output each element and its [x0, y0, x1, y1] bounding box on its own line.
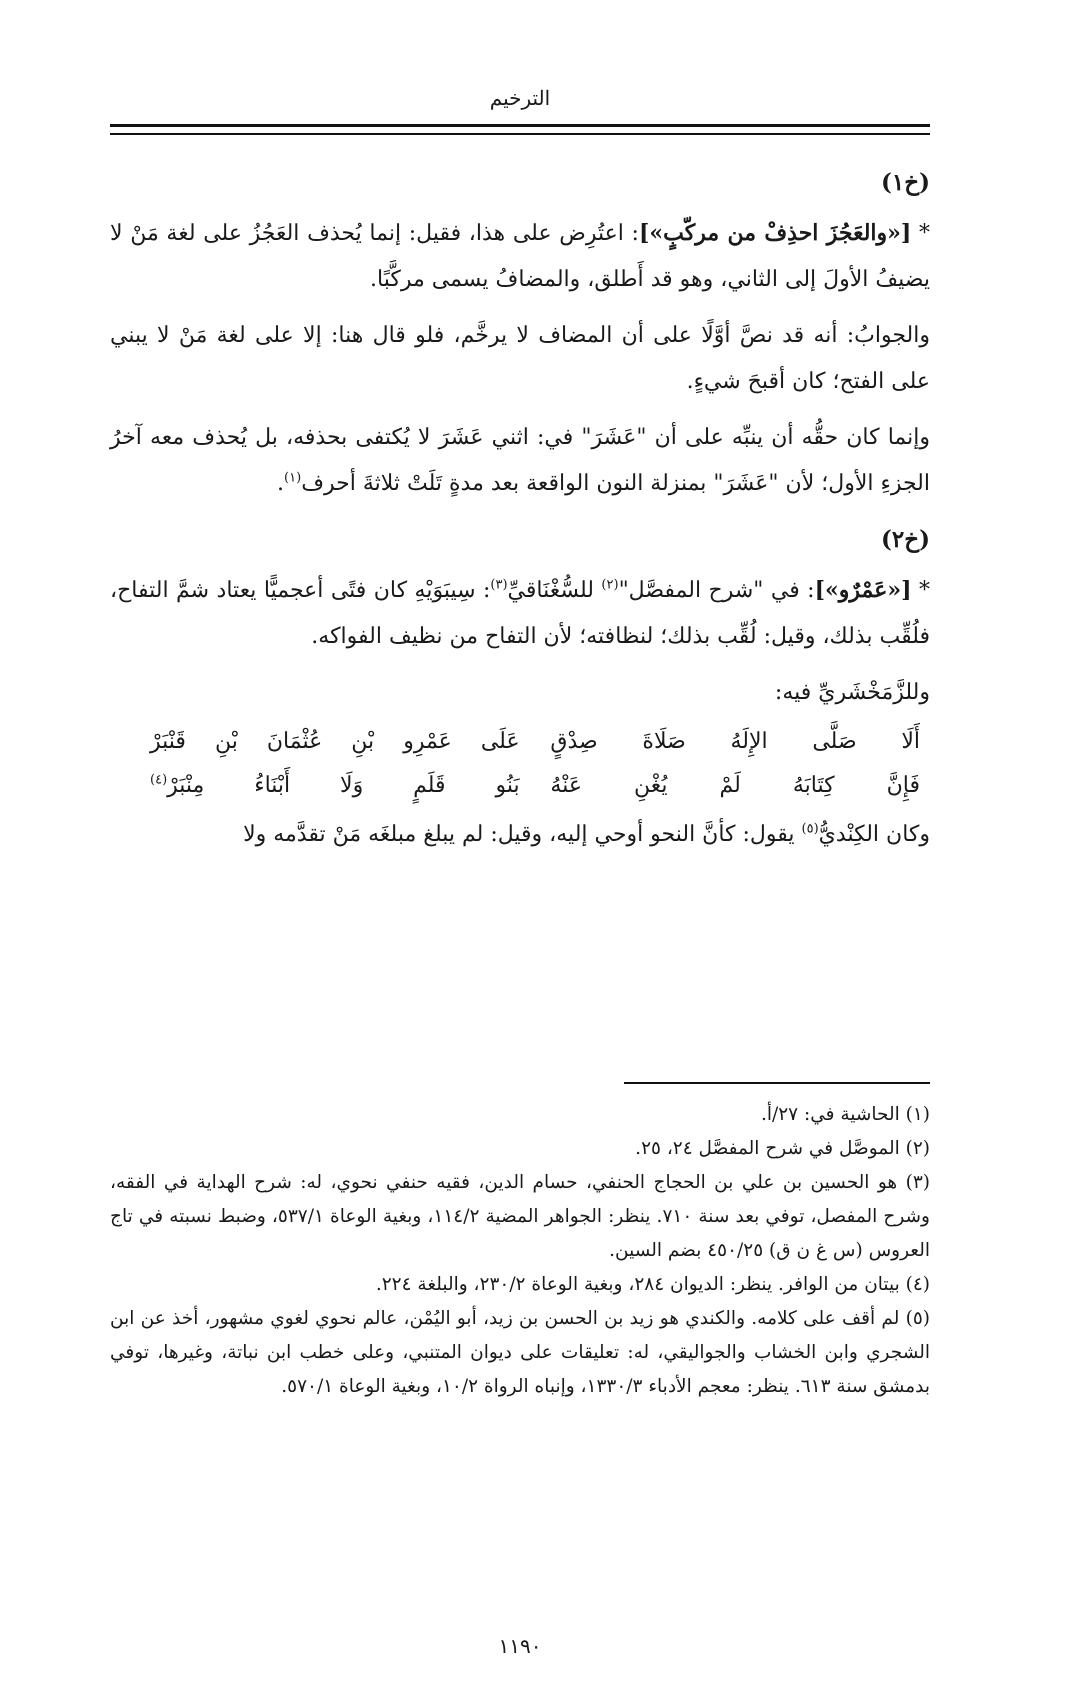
section-heading-2: (خ٢): [881, 526, 930, 553]
paragraph: [110, 812, 930, 858]
paragraph-text: للسُّغْنَاقيِّ: [507, 578, 602, 603]
header-rule-thin: [110, 133, 930, 135]
footnote-ref: (١): [284, 470, 302, 486]
footnote: (٢) الموصَّل في شرح المفصَّل ٢٤، ٢٥.: [635, 1138, 930, 1159]
header-rule-thick: [110, 124, 930, 127]
paragraph-text: وكان الكِنْديُّ: [818, 822, 930, 847]
paragraph-text: : اعتُرِض على هذا، فقيل: إنما يُحذف العَجُزُ على لغة مَنْ لا يضيفُ الأولَ إلى الثاني، وهو قد أَطلق، والمضافُ يسمى مركَّبًا.: [110, 221, 930, 292]
footnotes: [110, 1098, 930, 1404]
footnote-ref: (٥): [801, 821, 819, 837]
main-text: [110, 150, 930, 868]
paragraph-text: والجوابُ: أنه قد نصَّ أوَّلًا على أن المضاف لا يرخَّم، فلو قال هنا: إلا على لغة مَنْ لا يبني على الفتح؛ كان أقبحَ شيءٍ.: [110, 323, 930, 394]
running-title: الترخيم: [489, 86, 551, 110]
verse-line: [150, 720, 920, 764]
footnote: (٣) هو الحسين بن علي بن الحجاج الحنفي، حسام الدين، فقيه حنفي نحوي، له: شرح الهداية في الفقه، وشرح المفصل، توفي بعد سنة ٧١٠. ينظر: الجواهر المضية ١١٤/٢، وبغية الوعاة ٥٣٧/١، وضبط نسبته في تاج العروس (س غ ن ق) ٤٥٠/٢٥ بضم السين.: [110, 1172, 930, 1261]
verse-second-hemistich: [150, 764, 520, 808]
star-marker: *: [918, 578, 930, 603]
paragraph-text: : في "شرح المفصَّل": [618, 578, 815, 603]
footnote: (٤) بيتان من الوافر. ينظر: الديوان ٢٨٤، وبغية الوعاة ٢٣٠/٢، والبلغة ٢٢٤.: [375, 1274, 930, 1295]
star-marker: *: [919, 221, 930, 246]
paragraph-text: وللزَّمَخْشَريِّ فيه:: [774, 680, 930, 705]
paragraph: [110, 670, 930, 716]
verse-first-hemistich: فَإِنَّ كِتَابَهُ لَمْ يُغْنِ عَنْهُ: [550, 773, 920, 798]
footnote: (٥) لم أقف على كلامه. والكندي هو زيد بن الحسن بن زيد، أبو اليُمْن، عالم نحوي لغوي مشهور، أخذ عن ابن الشجري وابن الخشاب والجواليقي، له: تعليقات على ديوان المتنبي، وعلى خطب ابن نباتة، وغيرها، توفي بدمشق سنة ٦١٣. ينظر: معجم الأدباء ١٣٣٠/٣، وإنباه الرواة ١٠/٢، وبغية الوعاة ٥٧٠/١.: [110, 1308, 930, 1397]
footnote-ref: (٢): [601, 577, 619, 593]
lemma: [«عَمْرٌو»]: [814, 577, 912, 603]
paragraph-text: : سِيبَوَيْهِ كان فتًى أعجميًّا يعتاد شمَّ التفاح، فلُقِّب بذلك، وقيل: لُقِّب بذلك؛ لنظافته؛ لأن التفاح من نظيف الفواكه.: [110, 578, 930, 649]
document-page: [110, 0, 930, 1698]
lemma: [«والعَجُزَ احذِفْ من مركّبٍ»]: [638, 220, 912, 246]
verse-text: بَنُو قَلَمٍ وَلَا أَبْنَاءُ مِنْبَرْ: [167, 773, 520, 798]
section-heading-1: (خ١): [881, 169, 930, 196]
footnote-separator: [624, 1082, 930, 1084]
verse-line: [150, 764, 920, 808]
footnote-ref: (٣): [490, 577, 508, 593]
paragraph: [110, 313, 930, 405]
verse-first-hemistich: أَلَا صَلَّى الإِلَهُ صَلَاةَ صِدْقٍ: [550, 729, 920, 754]
footnote: (١) الحاشية في: ٢٧/أ.: [760, 1104, 930, 1125]
footnote-ref: (٤): [150, 772, 168, 788]
paragraph: [110, 210, 930, 303]
paragraph-text: وإنما كان حقُّه أن ينبِّه على أن "عَشَرَ" في: اثني عَشَرَ لا يُكتفى بحذفه، بل يُحذف معه آخرُ الجزءِ الأول؛ لأن "عَشَرَ" بمنزلة النون الواقعة بعد مدةٍ تَلَتْ ثلاثةَ أحرف: [110, 425, 930, 496]
paragraph-text: يقول: كأنَّ النحو أوحي إليه، وقيل: لم يبلغ مبلغَه مَنْ تقدَّمه ولا: [243, 822, 802, 847]
paragraph: [110, 415, 930, 507]
page-number: ١١٩٠: [498, 1634, 542, 1658]
verse-second-hemistich: عَلَى عَمْرِو بْنِ عُثْمَانَ بْنِ قَنْبَرْ: [150, 729, 520, 754]
paragraph-tail: .: [277, 471, 285, 496]
paragraph: [110, 567, 930, 660]
